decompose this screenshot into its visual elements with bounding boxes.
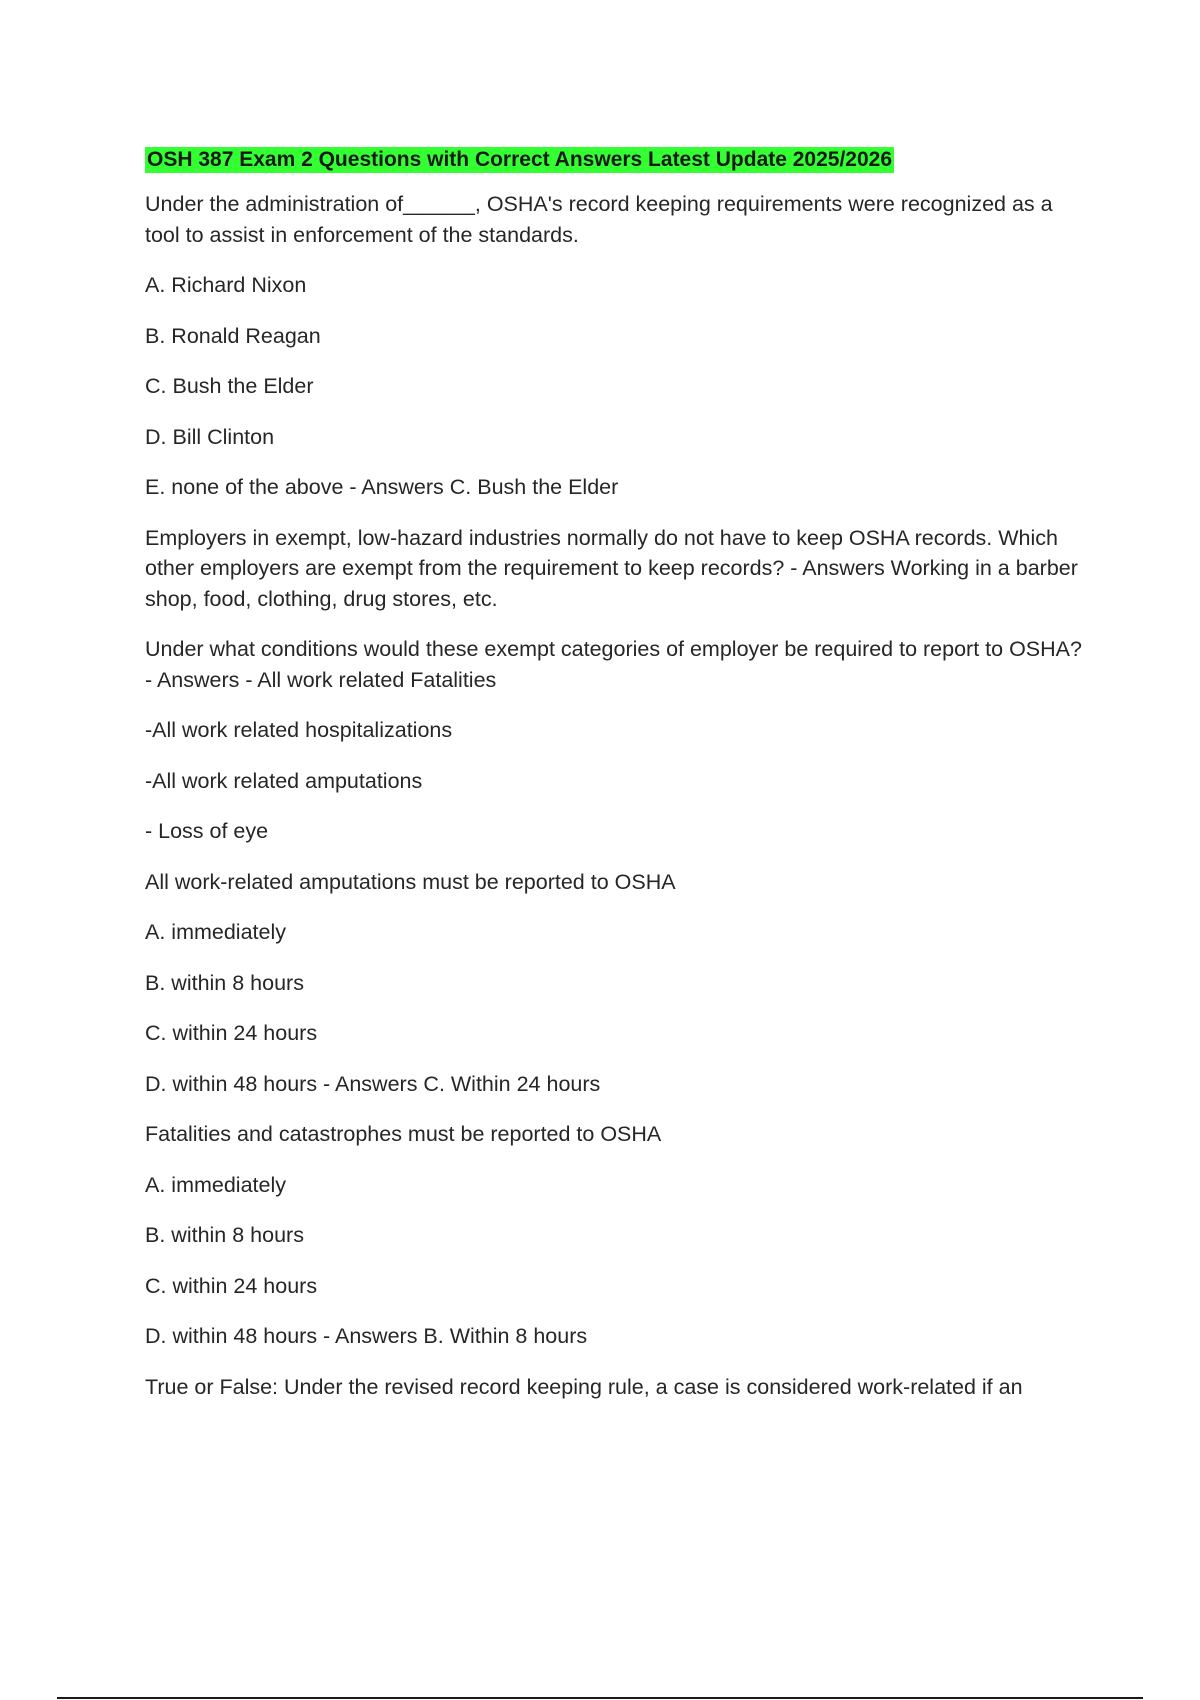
question-5-option-c: C. within 24 hours xyxy=(145,1273,318,1298)
document-title: OSH 387 Exam 2 Questions with Correct Answers Latest Update 2025/2026 xyxy=(147,148,893,171)
question-4-option-c: C. within 24 hours xyxy=(145,1021,318,1045)
question-3-item-amputations: -All work related amputations xyxy=(145,768,423,793)
title-line xyxy=(145,144,1085,174)
document-body xyxy=(145,144,1085,1422)
question-1-option-c: C. Bush the Elder xyxy=(145,374,314,398)
question-3-stem: Under what conditions would these exempt categories of employer be required to report to OSHA? - Answers - All work related Fatalities xyxy=(145,637,1082,692)
question-1-stem: Under the administration of______, OSHA's record keeping requirements were recognized as a tool to assist in enforcement of the standards. xyxy=(145,192,1053,247)
question-1-option-e-answer: E. none of the above - Answers C. Bush the Elder xyxy=(145,475,619,499)
question-4-option-a: A. immediately xyxy=(145,920,286,944)
question-3-item-hospitalizations: -All work related hospitalizations xyxy=(145,718,453,742)
question-6-stem: True or False: Under the revised record keeping rule, a case is considered work-related if an xyxy=(145,1374,1023,1399)
page-bottom-rule xyxy=(57,1697,1143,1699)
question-5-option-b: B. within 8 hours xyxy=(145,1223,304,1247)
question-1-option-b: B. Ronald Reagan xyxy=(145,323,321,348)
question-4-option-b: B. within 8 hours xyxy=(145,970,304,995)
question-4-stem: All work-related amputations must be reported to OSHA xyxy=(145,869,676,894)
question-5-stem: Fatalities and catastrophes must be reported to OSHA xyxy=(145,1122,662,1146)
question-1-option-a: A. Richard Nixon xyxy=(145,273,307,297)
question-2: Employers in exempt, low-hazard industries normally do not have to keep OSHA records. Which other employers are exempt from the requirement to keep records? - Answers Working in a barber shop, food, clothing, drug stores, etc. xyxy=(145,525,1078,611)
question-5-option-d-answer: D. within 48 hours - Answers B. Within 8 hours xyxy=(145,1324,588,1348)
question-3-item-loss-of-eye: - Loss of eye xyxy=(145,819,269,843)
question-1-option-d: D. Bill Clinton xyxy=(145,424,275,449)
question-4-option-d-answer: D. within 48 hours - Answers C. Within 24 hours xyxy=(145,1071,601,1096)
question-5-option-a: A. immediately xyxy=(145,1172,286,1197)
